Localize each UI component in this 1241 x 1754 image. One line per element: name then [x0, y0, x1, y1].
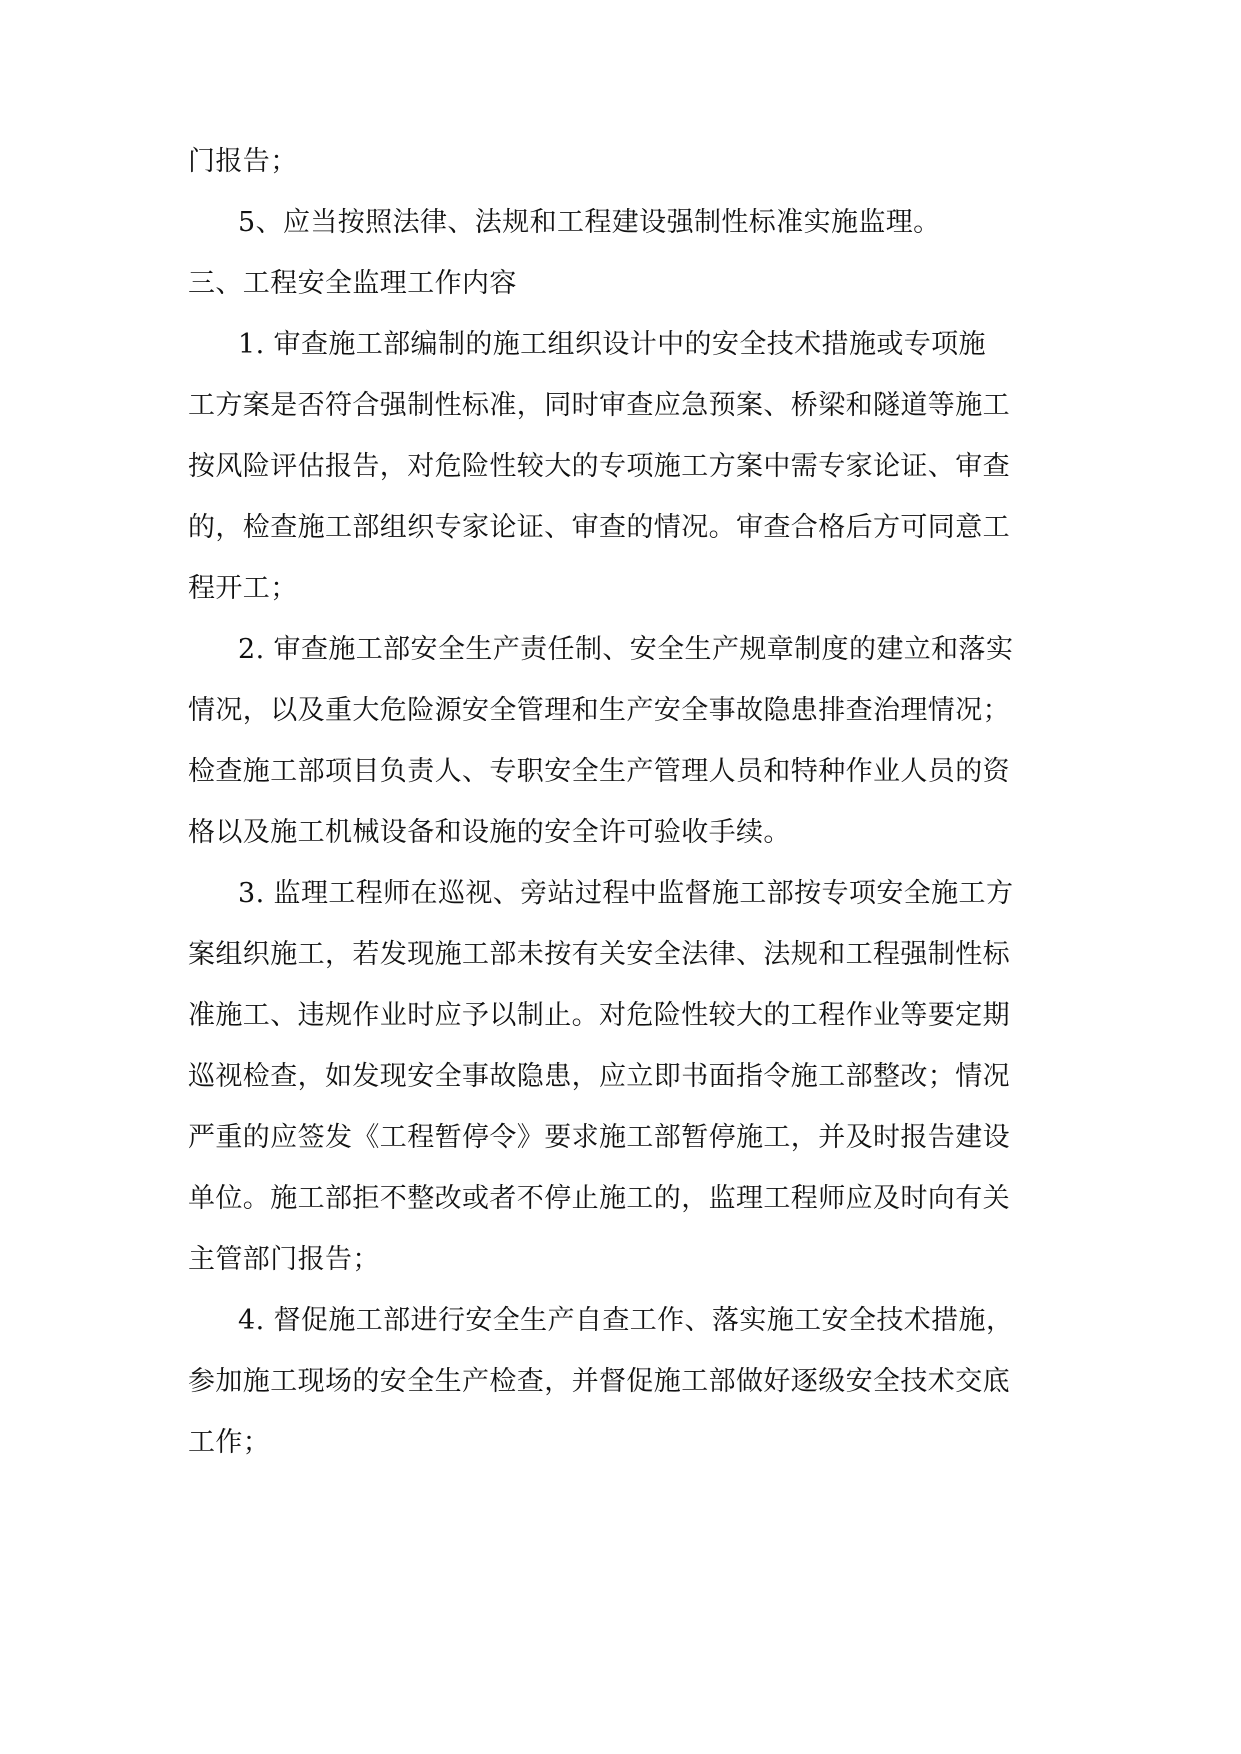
text-line: 工作； [188, 1427, 271, 1458]
section-heading: 三、工程安全监理工作内容 [188, 268, 517, 299]
text-line: 准施工、违规作业时应予以制止。对危险性较大的工程作业等要定期 [188, 1000, 1010, 1031]
text-line: 检查施工部项目负责人、专职安全生产管理人员和特种作业人员的资 [188, 756, 1010, 787]
text-line: 主管部门报告； [188, 1244, 380, 1275]
text-line: 2. 审查施工部安全生产责任制、安全生产规章制度的建立和落实 [238, 634, 1014, 665]
text-line: 巡视检查，如发现安全事故隐患，应立即书面指令施工部整改；情况 [188, 1061, 1010, 1092]
text-line: 门报告； [188, 146, 298, 177]
text-line: 5、应当按照法律、法规和工程建设强制性标准实施监理。 [238, 207, 941, 238]
text-line: 案组织施工，若发现施工部未按有关安全法律、法规和工程强制性标 [188, 939, 1010, 970]
text-line: 4. 督促施工部进行安全生产自查工作、落实施工安全技术措施， [238, 1305, 1014, 1336]
text-line: 3. 监理工程师在巡视、旁站过程中监督施工部按专项安全施工方 [238, 878, 1014, 909]
text-line: 1. 审查施工部编制的施工组织设计中的安全技术措施或专项施 [238, 329, 986, 360]
text-line: 工方案是否符合强制性标准，同时审查应急预案、桥梁和隧道等施工 [188, 390, 1010, 421]
text-line: 单位。施工部拒不整改或者不停止施工的，监理工程师应及时向有关 [188, 1183, 1010, 1214]
text-line: 情况，以及重大危险源安全管理和生产安全事故隐患排查治理情况； [188, 695, 1010, 726]
text-line: 按风险评估报告，对危险性较大的专项施工方案中需专家论证、审查 [188, 451, 1010, 482]
text-line: 的，检查施工部组织专家论证、审查的情况。审查合格后方可同意工 [188, 512, 1010, 543]
text-line: 格以及施工机械设备和设施的安全许可验收手续。 [188, 817, 791, 848]
text-line: 严重的应签发《工程暂停令》要求施工部暂停施工，并及时报告建设 [188, 1122, 1010, 1153]
text-line: 程开工； [188, 573, 298, 604]
text-line: 参加施工现场的安全生产检查，并督促施工部做好逐级安全技术交底 [188, 1366, 1010, 1397]
